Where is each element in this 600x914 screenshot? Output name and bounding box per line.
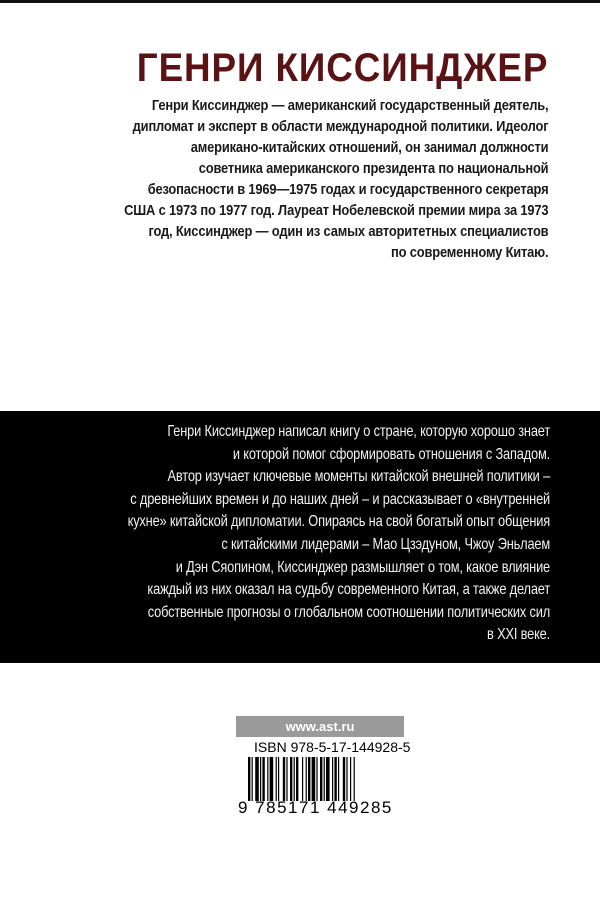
- barcode: [248, 757, 388, 801]
- bio-line: по современному Китаю.: [390, 244, 548, 261]
- barcode-bar: [262, 757, 264, 801]
- annotation-line: собственные прогнозы о глобальном соотношении политических сил: [147, 603, 550, 621]
- annotation-line: каждый из них оказал на судьбу современного Китая, а также делает: [147, 581, 550, 599]
- author-bio: [55, 95, 548, 263]
- book-annotation: [22, 421, 550, 647]
- annotation-line: и Дэн Сяопином, Киссинджер размышляет о том, какое влияние: [175, 558, 551, 576]
- annotation-line: в XXI веке.: [487, 626, 550, 644]
- author-title: ГЕНРИ КИССИНДЖЕР: [136, 46, 548, 90]
- barcode-bar: [276, 757, 277, 801]
- barcode-bar: [302, 757, 303, 801]
- barcode-bar: [252, 757, 253, 801]
- barcode-bar: [267, 757, 268, 801]
- barcode-bar: [324, 757, 325, 801]
- publisher-website: www.ast.ru: [236, 716, 404, 737]
- barcode-bar: [343, 757, 345, 801]
- barcode-bar: [332, 757, 333, 801]
- barcode-bar: [354, 757, 355, 801]
- annotation-line: с древнейших времен и до наших дней – и рассказывает о «внутренней: [130, 490, 550, 508]
- barcode-bar: [248, 757, 250, 801]
- barcode-bar: [316, 757, 317, 801]
- barcode-bar: [306, 757, 307, 801]
- barcode-bar: [286, 757, 287, 801]
- barcode-bar: [283, 757, 285, 801]
- barcode-bar: [326, 757, 330, 801]
- top-border: [0, 0, 600, 3]
- barcode-bar: [260, 757, 261, 801]
- barcode-bar: [296, 757, 298, 801]
- bio-line: США с 1973 по 1977 год. Лауреат Нобелевской премии мира за 1973: [123, 202, 548, 219]
- barcode-bar: [278, 757, 279, 801]
- barcode-bar: [320, 757, 322, 801]
- barcode-bar: [255, 757, 259, 801]
- annotation-band: [0, 411, 600, 663]
- bio-line: Генри Киссинджер — американский государственный деятель,: [151, 97, 548, 114]
- annotation-line: и которой помог сформировать отношения с Западом.: [232, 445, 550, 463]
- annotation-line: кухне» китайской дипломатии. Опираясь на свой богатый опыт общения: [127, 513, 550, 531]
- bio-line: дипломат и эксперт в области международной политики. Идеолог: [132, 118, 549, 135]
- barcode-bar: [294, 757, 295, 801]
- barcode-bar: [290, 757, 292, 801]
- bio-line: советника американского президента по национальной: [198, 160, 548, 177]
- barcode-bar: [334, 757, 336, 801]
- barcode-digits: 9 785171 449285: [238, 798, 393, 817]
- barcode-bar: [346, 757, 347, 801]
- isbn-label: ISBN 978-5-17-144928-5: [254, 739, 411, 755]
- annotation-line: Генри Киссинджер написал книгу о стране, которую хорошо знает: [167, 423, 550, 440]
- bio-line: год, Киссинджер — один из самых авторитетных специалистов: [148, 223, 548, 240]
- bio-line: безопасности в 1969—1975 годах и государственного секретаря: [147, 181, 548, 198]
- barcode-bar: [270, 757, 274, 801]
- barcode-bar: [338, 757, 339, 801]
- annotation-line: с китайскими лидерами – Мао Цзэдуном, Чжоу Эньлаем: [221, 535, 550, 553]
- annotation-line: Автор изучает ключевые моменты китайской внешней политики –: [167, 468, 550, 486]
- barcode-bar: [312, 757, 316, 801]
- barcode-bar: [350, 757, 351, 801]
- bio-line: американо-китайских отношений, он занимал должности: [190, 139, 548, 156]
- barcode-bar: [308, 757, 310, 801]
